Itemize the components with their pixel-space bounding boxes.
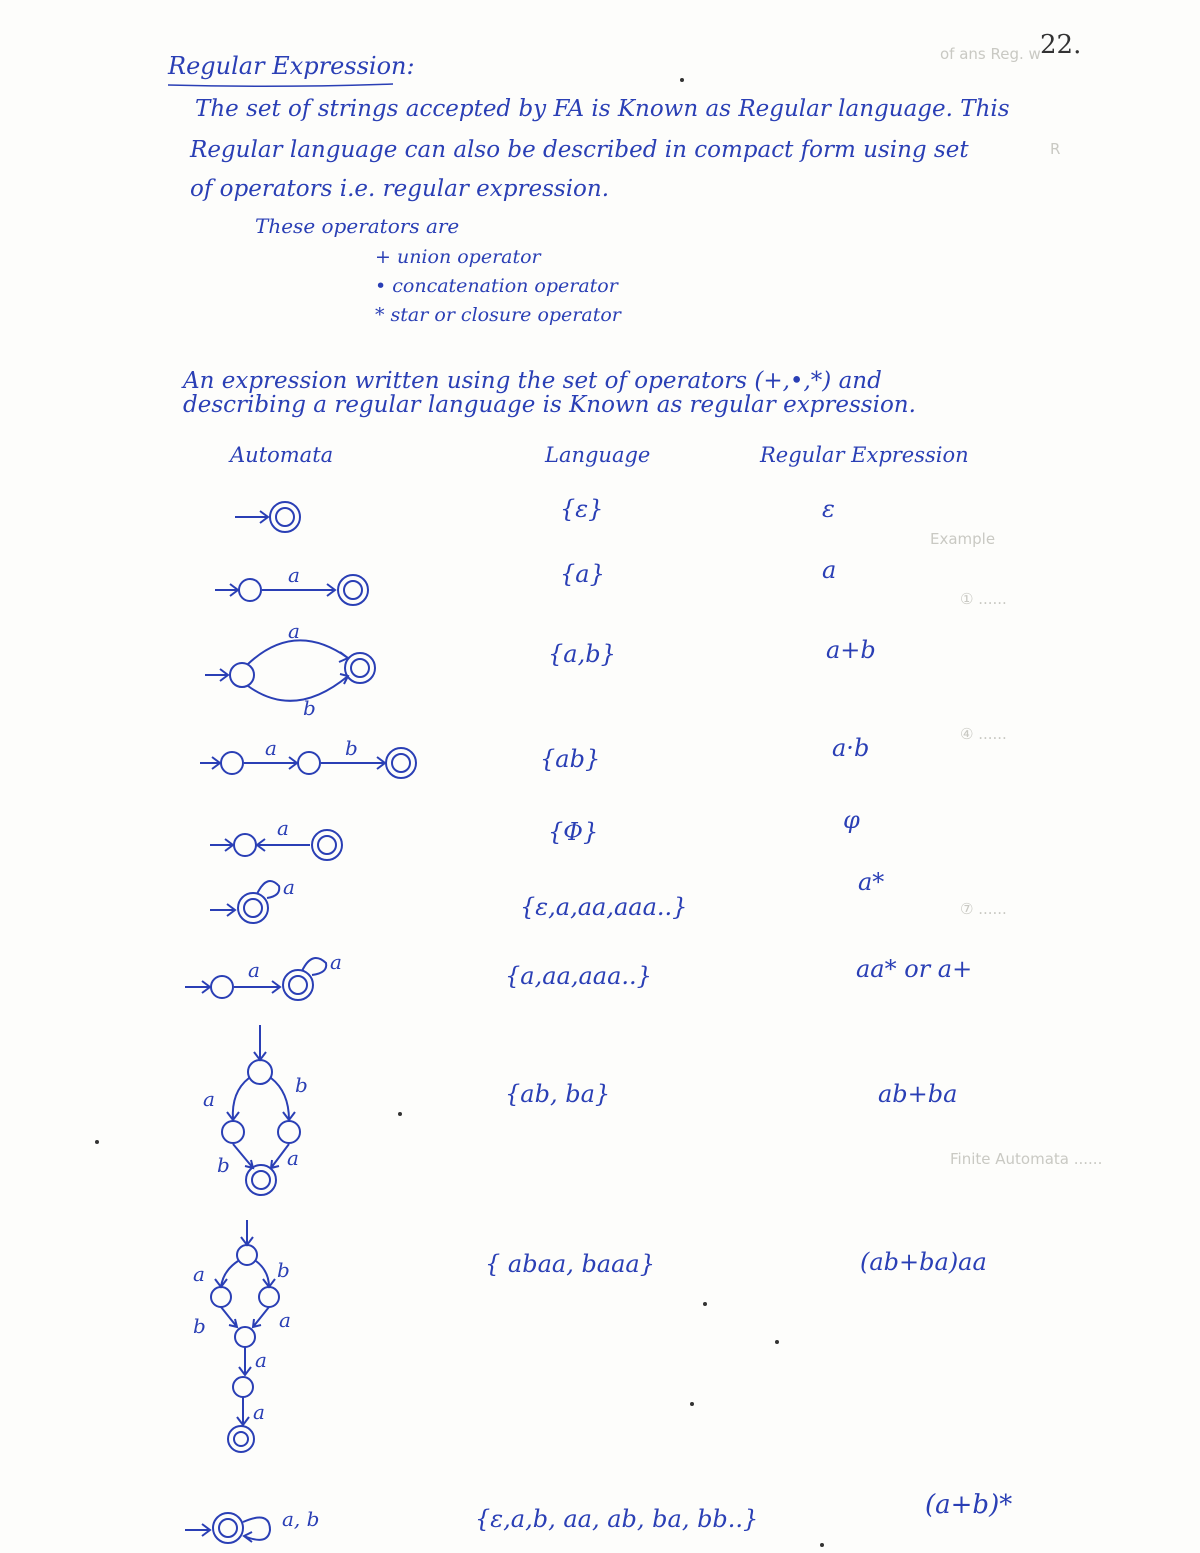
definition-line-2: describing a regular language is Known as regular expression. bbox=[183, 392, 916, 418]
bleed-through-text: of ans Reg. w bbox=[940, 45, 1041, 63]
regex-cell: aa* or a+ bbox=[856, 955, 973, 983]
title-underline bbox=[168, 82, 398, 88]
edge-label: a, b bbox=[282, 1507, 320, 1531]
edge-label: a bbox=[288, 563, 300, 587]
automaton-abaa-baaa bbox=[185, 1215, 305, 1475]
intro-line-1: The set of strings accepted by FA is Known as Regular language. This bbox=[195, 96, 1010, 122]
page-title: Regular Expression: bbox=[168, 52, 415, 80]
scan-speck bbox=[775, 1340, 779, 1344]
intro-line-2: Regular language can also be described in compact form using set bbox=[190, 137, 969, 163]
language-cell: {ab, ba} bbox=[505, 1080, 611, 1108]
definition-line-1: An expression written using the set of operators (+,•,*) and bbox=[183, 368, 882, 394]
language-cell: {a,aa,aaa..} bbox=[505, 962, 652, 990]
column-header-regex: Regular Expression bbox=[760, 443, 969, 467]
bleed-through-text: Example bbox=[930, 530, 996, 548]
edge-label: b bbox=[193, 1314, 206, 1338]
edge-label: a bbox=[288, 619, 300, 643]
edge-label: a bbox=[203, 1087, 215, 1111]
automaton-ab-plus-ba bbox=[195, 1020, 325, 1195]
language-cell: {ε,a,aa,aaa..} bbox=[520, 893, 688, 921]
automaton-a-plus bbox=[180, 945, 370, 1005]
regex-cell: ab+ba bbox=[878, 1080, 958, 1108]
edge-label: b bbox=[217, 1153, 230, 1177]
language-cell: {ε} bbox=[560, 495, 604, 523]
bleed-through-text: ① ...... bbox=[960, 590, 1007, 608]
edge-label: b bbox=[295, 1073, 308, 1097]
automaton-empty-set bbox=[205, 815, 375, 865]
regex-cell: ε bbox=[822, 495, 835, 523]
edge-label: a bbox=[193, 1262, 205, 1286]
edge-label: a bbox=[265, 736, 277, 760]
regex-cell: a·b bbox=[832, 734, 870, 762]
scan-speck bbox=[398, 1112, 402, 1116]
page-number: 22. bbox=[1040, 30, 1082, 60]
edge-label: a bbox=[330, 950, 342, 974]
edge-label: a bbox=[255, 1348, 267, 1372]
bleed-through-text: ⑦ ...... bbox=[960, 900, 1007, 918]
bleed-through-text: ④ ...... bbox=[960, 725, 1007, 743]
column-header-automata: Automata bbox=[230, 443, 334, 467]
language-cell: {a,b} bbox=[548, 640, 616, 668]
regex-cell: a bbox=[822, 556, 837, 584]
edge-label: a bbox=[253, 1400, 265, 1424]
edge-label: a bbox=[248, 958, 260, 982]
regex-cell: (a+b)* bbox=[925, 1490, 1013, 1520]
scan-speck bbox=[820, 1543, 824, 1547]
automaton-a-star bbox=[205, 868, 335, 928]
operator-union: + union operator bbox=[375, 246, 541, 268]
edge-label: b bbox=[345, 736, 358, 760]
regex-cell: a+b bbox=[826, 636, 876, 664]
bleed-through-text: Finite Automata ...... bbox=[950, 1150, 1103, 1168]
edge-label: b bbox=[303, 696, 316, 720]
bleed-through-text: R bbox=[1050, 140, 1061, 158]
regex-cell: φ bbox=[843, 806, 860, 834]
automaton-epsilon bbox=[230, 495, 310, 540]
edge-label: a bbox=[277, 816, 289, 840]
regex-cell: (ab+ba)aa bbox=[860, 1248, 987, 1276]
edge-label: a bbox=[287, 1146, 299, 1170]
language-cell: { abaa, baaa} bbox=[485, 1250, 656, 1278]
language-cell: {a} bbox=[560, 560, 605, 588]
operator-concatenation: • concatenation operator bbox=[375, 275, 618, 297]
intro-line-3: of operators i.e. regular expression. bbox=[190, 176, 610, 202]
regex-cell: a* bbox=[858, 868, 885, 896]
language-cell: {Φ} bbox=[548, 818, 599, 846]
edge-label: b bbox=[277, 1258, 290, 1282]
edge-label: a bbox=[283, 875, 295, 899]
operator-star: * star or closure operator bbox=[375, 304, 621, 326]
automaton-ab bbox=[195, 735, 435, 780]
column-header-language: Language bbox=[545, 443, 651, 467]
language-cell: {ε,a,b, aa, ab, ba, bb..} bbox=[475, 1505, 759, 1533]
scan-speck bbox=[680, 78, 684, 82]
scan-speck bbox=[690, 1402, 694, 1406]
scan-speck bbox=[95, 1140, 99, 1144]
automaton-a-plus-b bbox=[200, 620, 390, 720]
edge-label: a bbox=[279, 1308, 291, 1332]
automaton-a bbox=[210, 560, 380, 605]
automaton-a-or-b-star bbox=[180, 1490, 350, 1550]
scan-speck bbox=[703, 1302, 707, 1306]
language-cell: {ab} bbox=[540, 745, 601, 773]
operators-heading: These operators are bbox=[255, 214, 460, 238]
